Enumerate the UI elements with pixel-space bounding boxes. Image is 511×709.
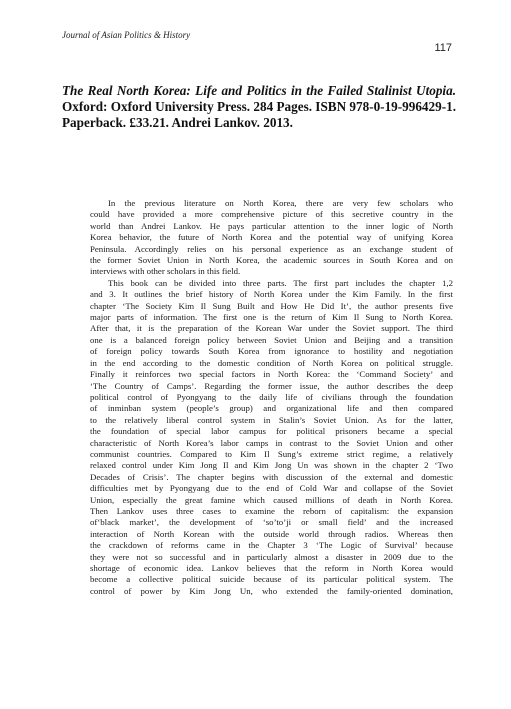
body-line: major parts of information. The first one is the return of Kim Il Sung to North Korea. xyxy=(90,312,453,323)
body-line: control of power by Kim Jong Un, who extended the family-oriented domination, xyxy=(90,585,453,596)
paragraph-2 xyxy=(90,278,453,597)
body-line: Peninsula. Accordingly relies on his personal experience as an exchange student of xyxy=(90,243,453,254)
bibliographic-details: Oxford: Oxford University Press. 284 Pages. ISBN 978-0-19-996429-1. Paperback. £33.21. Andrei Lankov. 2013. xyxy=(62,99,456,130)
body-line: characteristic of North Korea’s labor camps in contrast to the Soviet Union and other xyxy=(90,437,453,448)
body-line: In the previous literature on North Korea, there are very few scholars who xyxy=(108,198,453,208)
body-line: the foundation of special labor campus for political prisoners became a special xyxy=(90,426,453,437)
body-line: the former Soviet Union in North Korea, the academic sources in South Korea and on xyxy=(90,255,453,266)
body-line: of inminban system (people’s group) and organizational life and then compared xyxy=(90,403,453,414)
body-line: Finally it reinforces two special factors in North Korea: the ‘Command Society’ and xyxy=(90,369,453,380)
review-body xyxy=(90,198,453,597)
body-line: chapter ‘The Society Kim Il Sung Built and How He Did It’, the author presents five xyxy=(90,300,453,311)
body-line: could have provided a more comprehensive picture of this secretive country in the xyxy=(90,209,453,220)
body-line: to the relatively liberal control system in Stalin’s Soviet Union. As for the latter, xyxy=(90,414,453,425)
body-line: interviews with other scholars in this field. xyxy=(90,266,241,277)
body-line: ‘The Country of Camps’. Regarding the former issue, the author describes the deep xyxy=(90,380,453,391)
body-line: the crackdown of reforms came in the Chapter 3 ‘The Logic of Survival’ because xyxy=(90,540,453,551)
body-line: political control of Pyongyang to the daily life of civilians through the foundation xyxy=(90,391,453,402)
review-heading xyxy=(62,83,456,131)
body-line: communist countries. Compared to Kim Il Sung’s extreme strict regime, a relatively xyxy=(90,448,453,459)
body-line: they were not so successful and in particularly almost a disaster in 2009 due to the xyxy=(90,551,453,562)
body-line: interaction of North Korean with the outside world through radios. Whereas then xyxy=(90,528,453,539)
body-line: This book can be divided into three parts. The first part includes the chapter 1,2 xyxy=(108,277,453,288)
body-line: difficulties met by Pyongyang due to the end of Cold War and collapse of the Soviet xyxy=(90,483,453,494)
body-line: shortage of economic idea. Lankov believes that the reform in North Korea would xyxy=(90,563,453,573)
body-line: relaxed control under Kim Jong Il and Kim Jong Un was shown in the chapter 2 ‘Two xyxy=(90,460,453,471)
paragraph-1 xyxy=(90,198,453,278)
body-line: become a collective political suicide because of its particular political system. The xyxy=(90,574,453,585)
body-line: of‘black market’, the development of ‘so’to’ji or small field’ and the increased xyxy=(90,517,453,528)
body-line: Korea behavior, the future of North Korea and the potential way of unifying Korea xyxy=(90,232,453,243)
body-line: After that, it is the preparation of the Korean War under the Soviet support. The third xyxy=(90,323,453,334)
journal-title: Journal of Asian Politics & History xyxy=(62,30,191,40)
page-number: 117 xyxy=(434,42,452,54)
body-line: in the end according to the domestic condition of North Korea on political struggle. xyxy=(90,357,453,368)
body-line: Decades of Crisis’. The chapter begins with discussion of the external and domestic xyxy=(90,471,453,482)
body-line: Then Lankov uses three cases to examine the reborn of capitalism: the expansion xyxy=(90,505,453,516)
body-line: of foreign policy towards South Korea from ignorance to hostility and negotiation xyxy=(90,346,453,357)
body-line: and 3. It outlines the brief history of North Korea under the Kim Family. In the first xyxy=(90,289,453,300)
book-title: The Real North Korea: Life and Politics in the Failed Stalinist Utopia. xyxy=(62,83,456,98)
body-line: one is a balanced foreign policy between Soviet Union and Beijing and a transition xyxy=(90,334,453,345)
body-line: world than Andrei Lankov. He pays particular attention to the inner logic of North xyxy=(90,220,453,231)
body-line: Union, especially the great famine which caused millions of death in North Korea. xyxy=(90,494,453,505)
